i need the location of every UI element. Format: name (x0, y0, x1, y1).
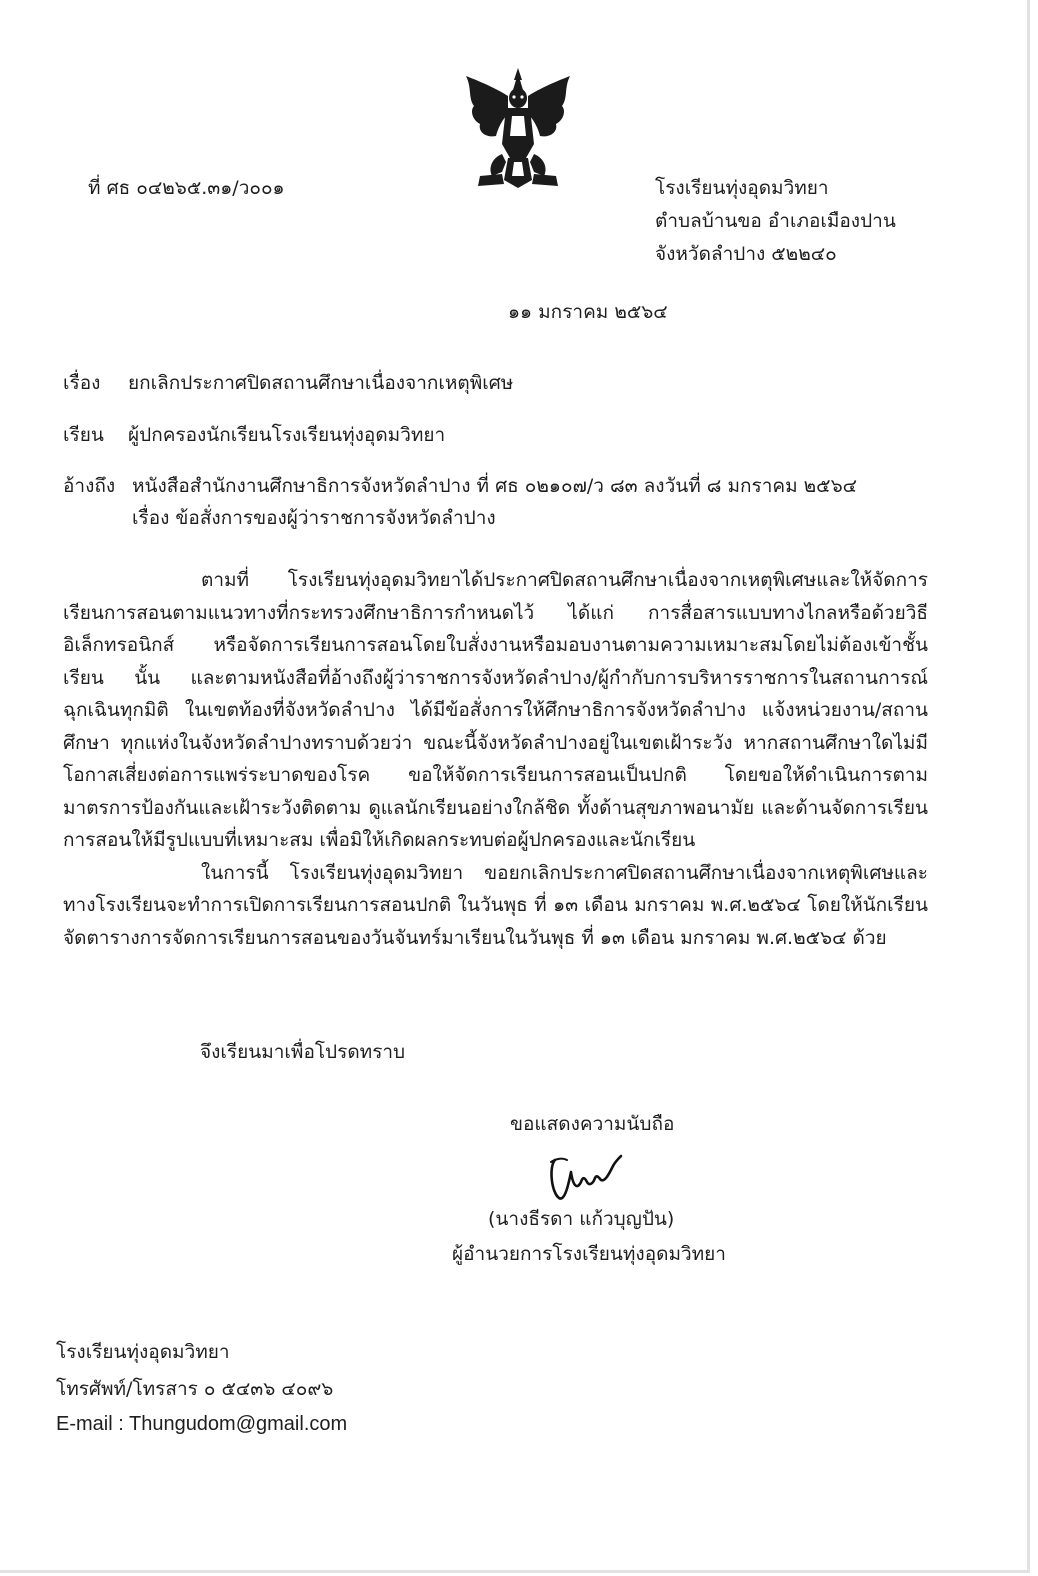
recipient-text: ผู้ปกครองนักเรียนโรงเรียนทุ่งอุดมวิทยา (128, 424, 446, 446)
footer-email: E-mail : Thungudom@gmail.com (56, 1413, 348, 1435)
garuda-emblem-icon (462, 66, 574, 190)
subject-text: ยกเลิกประกาศปิดสถานศึกษาเนื่องจากเหตุพิเศษ (128, 372, 514, 394)
signature-icon (545, 1152, 623, 1206)
body-paragraph-2: ในการนี้ โรงเรียนทุ่งอุดมวิทยา ขอยกเลิกประกาศปิดสถานศึกษาเนื่องจากเหตุพิเศษและทางโรงเรียนจะทำการเปิดการเรียนการสอนปกติ ในวันพุธ ที่ ๑๓ เดือน มกราคม พ.ศ.๒๕๖๔ โดยให้นักเรียนจัดตารางการจัดการเรียนการสอนของวันจันทร์มาเรียนในวันพุธ ที่ ๑๓ เดือน มกราคม พ.ศ.๒๕๖๔ ด้วย (63, 861, 928, 949)
signatory-name: (นางธีรดา แก้วบุญปัน) (488, 1208, 675, 1230)
footer-phone: โทรศัพท์/โทรสาร ๐ ๕๔๓๖ ๔๐๙๖ (56, 1378, 334, 1400)
school-province: จังหวัดลำปาง ๕๒๒๔๐ (655, 243, 837, 265)
footer-school-name: โรงเรียนทุ่งอุดมวิทยา (56, 1341, 230, 1363)
school-subdistrict: ตำบลบ้านขอ อำเภอเมืองปาน (655, 210, 896, 232)
recipient-label: เรียน (63, 424, 104, 446)
subject-label: เรื่อง (63, 372, 101, 394)
document-date: ๑๑ มกราคม ๒๕๖๔ (508, 301, 668, 323)
signatory-position: ผู้อำนวยการโรงเรียนทุ่งอุดมวิทยา (452, 1243, 726, 1265)
closing-line: จึงเรียนมาเพื่อโปรดทราบ (200, 1041, 406, 1063)
regards-text: ขอแสดงความนับถือ (510, 1113, 675, 1135)
reference-line-2: เรื่อง ข้อสั่งการของผู้ว่าราชการจังหวัดลำปาง (132, 507, 496, 529)
letter-body (63, 564, 928, 954)
school-name-header: โรงเรียนทุ่งอุดมวิทยา (655, 177, 829, 199)
reference-line-1: หนังสือสำนักงานศึกษาธิการจังหวัดลำปาง ที่ ศธ ๐๒๑๐๗/ว ๘๓ ลงวันที่ ๘ มกราคม ๒๕๖๔ (132, 475, 858, 497)
body-paragraph-1: ตามที่ โรงเรียนทุ่งอุดมวิทยาได้ประกาศปิดสถานศึกษาเนื่องจากเหตุพิเศษและให้จัดการเรียนการสอนตามแนวทางที่กระทรวงศึกษาธิการกำหนดไว้ ได้แก่ การสื่อสารแบบทางไกลหรือด้วยวิธีอิเล็กทรอนิกส์ หรือจัดการเรียนการสอนโดยใบสั่งงานหรือมอบงานตามความเหมาะสมโดยไม่ต้องเข้าชั้นเรียน นั้น และตามหนังสือที่อ้างถึงผู้ว่าราชการจังหวัดลำปาง/ผู้กำกับการบริหารราชการในสถานการณ์ฉุกเฉินทุกมิติ ในเขตท้องที่จังหวัดลำปาง ได้มีข้อสั่งการให้ศึกษาธิการจังหวัดลำปาง แจ้งหน่วยงาน/สถานศึกษา ทุกแห่งในจังหวัดลำปางทราบด้วยว่า ขณะนี้จังหวัดลำปางอยู่ในเขตเฝ้าระวัง หากสถานศึกษาใดไม่มีโอกาสเสี่ยงต่อการแพร่ระบาดของโรค ขอให้จัดการเรียนการสอนเป็นปกติ โดยขอให้ดำเนินการตามมาตรการป้องกันและเฝ้าระวังติดตาม ดูแลนักเรียนอย่างใกล้ชิด ทั้งด้านสุขภาพอนามัย และด้านจัดการเรียนการสอนให้มีรูปแบบที่เหมาะสม เพื่อมิให้เกิดผลกระทบต่อผู้ปกครองและนักเรียน (63, 569, 928, 851)
reference-number: ที่ ศธ ๐๔๒๖๕.๓๑/ว๐๐๑ (88, 177, 285, 199)
reference-label: อ้างถึง (63, 475, 116, 497)
